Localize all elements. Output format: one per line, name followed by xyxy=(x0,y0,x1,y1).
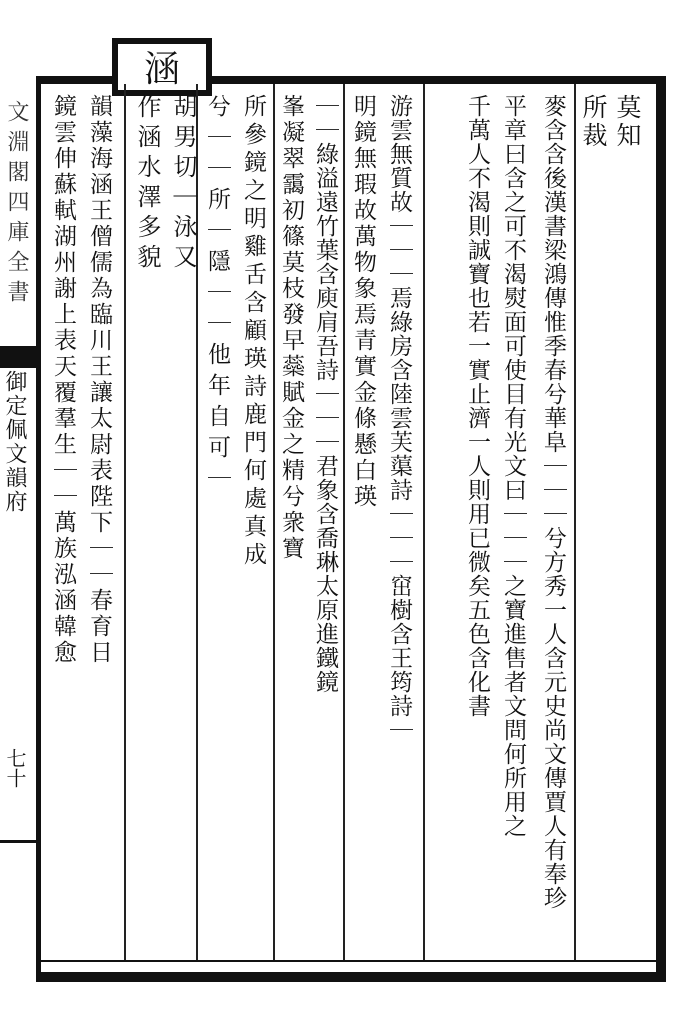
margin-rule xyxy=(0,840,36,843)
margin-book-title: 御定佩文韻府 xyxy=(2,370,27,514)
column-rule xyxy=(273,84,275,960)
column-rule xyxy=(343,84,345,960)
text-column: 所參鏡之明雞舌含顧瑛詩鹿門何處真成 xyxy=(240,94,266,570)
text-column: 游雲無質故｜｜｜焉綠房含陸雲芙蕖詩｜｜｜窋樹含王筠詩｜ xyxy=(386,94,412,742)
frame-bottom-border xyxy=(36,972,666,982)
column-rule xyxy=(423,84,425,960)
text-column: 峯凝翠靄初篠莫枝發早蘂賦金之精兮衆寶 xyxy=(278,94,304,562)
frame-inner-bottom-line xyxy=(36,960,660,962)
text-column: 莫知 xyxy=(613,94,642,150)
text-column: 所裁 xyxy=(579,94,608,150)
frame-right-border xyxy=(656,76,666,982)
text-column: 千萬人不渴則誠寶也若一實止濟一人則用已微矣五色含化書 xyxy=(464,94,490,718)
text-column: 鏡雲伸蘇軾湖州謝上表天覆羣生｜｜萬族泓涵韓愈 xyxy=(50,94,76,666)
frame-left-border xyxy=(36,76,41,982)
text-column: 作涵水澤多貌 xyxy=(133,94,161,274)
fish-tail-mark xyxy=(0,346,36,368)
column-rule xyxy=(574,84,576,960)
text-column: ｜｜綠溢遠竹葉含庾肩吾詩｜｜｜君象含喬琳太原進鐵鏡 xyxy=(312,94,338,694)
text-column: 麥含含後漢書梁鴻傳惟季春兮華阜｜｜｜兮方秀一人含元史尚文傳賈人有奉珍 xyxy=(540,94,566,910)
heading-character: 涵 xyxy=(143,49,180,90)
text-column: 明鏡無瑕故萬物象焉青實金條懸白瑛 xyxy=(350,94,376,510)
margin-collection-title: 文淵閣四庫全書 xyxy=(4,100,29,310)
margin-page-number: 七十 xyxy=(3,748,27,788)
text-column: 胡男切｜泳又 xyxy=(169,94,197,274)
column-rule xyxy=(124,84,126,960)
text-column: 韻藻海涵王僧儒為臨川王讓太尉表陛下｜｜春育日 xyxy=(86,94,112,666)
text-column: 平章曰含之可不渴熨面可使目有光文曰｜｜｜之寶進售者文問何所用之 xyxy=(500,94,526,838)
text-column: 兮｜｜所｜隱｜｜他年自可｜ xyxy=(204,94,230,497)
